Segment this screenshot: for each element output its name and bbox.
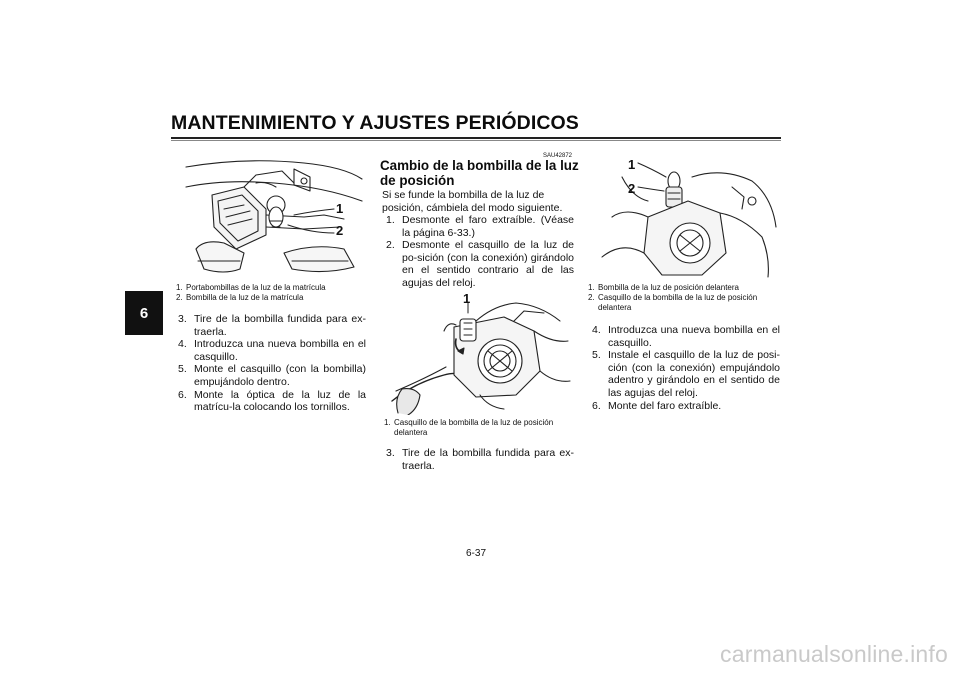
middle-steps-list-bottom [382, 447, 574, 472]
step-item: 3. Tire de la bombilla fundida para ex-traerla. [178, 313, 366, 338]
step-item: 2. Desmonte el casquillo de la luz de po-sición (con la conexión) girándolo en el sentido contrario al de las agujas del reloj. [386, 239, 574, 289]
page-number: 6-37 [466, 548, 487, 559]
figure-label-1: 1 [463, 291, 471, 306]
header-rule-thin [171, 140, 781, 141]
right-steps-list [588, 324, 780, 412]
step-item: 4. Introduzca una nueva bombilla en el casquillo. [592, 324, 780, 349]
license-plate-light-illustration [184, 157, 364, 282]
section-code: SAU42872 [543, 153, 573, 159]
figure-label-1: 1 [336, 201, 344, 216]
figure-label-2: 2 [628, 181, 636, 196]
caption-item: 2. Bombilla de la luz de la matrícula [176, 293, 304, 302]
step-item: 4. Introduzca una nueva bombilla en el casquillo. [178, 338, 366, 363]
left-figure-caption [176, 283, 371, 303]
caption-item: 1. Portabombillas de la luz de la matrícula [176, 283, 326, 292]
middle-figure-caption [384, 418, 576, 438]
section-title: Cambio de la bombilla de la luz de posición [380, 158, 579, 188]
step-item: 5. Monte el casquillo (con la bombilla) empujándolo dentro. [178, 363, 366, 388]
position-light-socket-figure [384, 291, 572, 415]
figure-label-2: 2 [336, 223, 344, 238]
chapter-tab: 6 [125, 291, 163, 335]
middle-steps-list [382, 214, 574, 290]
position-bulb-illustration [592, 157, 780, 279]
caption-item: 1. Casquillo de la bombilla de la luz de posición delantera [384, 418, 554, 437]
step-item: 3. Tire de la bombilla fundida para ex-traerla. [386, 447, 574, 472]
figure-label-1: 1 [628, 157, 636, 172]
left-steps-list [174, 313, 366, 414]
step-item: 5. Instale el casquillo de la luz de posi-ción (con la conexión) empujándolo adentro y girándolo en el sentido de las agujas del reloj. [592, 349, 780, 399]
header-rule [171, 137, 781, 139]
headlight-socket-illustration [384, 291, 572, 415]
license-plate-light-figure [184, 157, 364, 282]
step-item: 6. Monte la óptica de la luz de la matrícu-la colocando los tornillos. [178, 388, 366, 414]
right-figure-caption [588, 283, 780, 313]
caption-item: 1. Bombilla de la luz de posición delantera [588, 283, 739, 292]
step-item: 6. Monte del faro extraíble. [592, 399, 722, 412]
page-title: MANTENIMIENTO Y AJUSTES PERIÓDICOS [171, 112, 579, 134]
section-intro: Si se funde la bombilla de la luz de posición, cámbiela del modo siguiente. [382, 189, 563, 214]
caption-item: 2. Casquillo de la bombilla de la luz de posición delantera [588, 293, 758, 312]
step-item: 1. Desmonte el faro extraíble. (Véase la página 6-33.) [386, 214, 574, 239]
position-light-bulb-figure [592, 157, 780, 279]
watermark: carmanualsonline.info [720, 641, 948, 667]
